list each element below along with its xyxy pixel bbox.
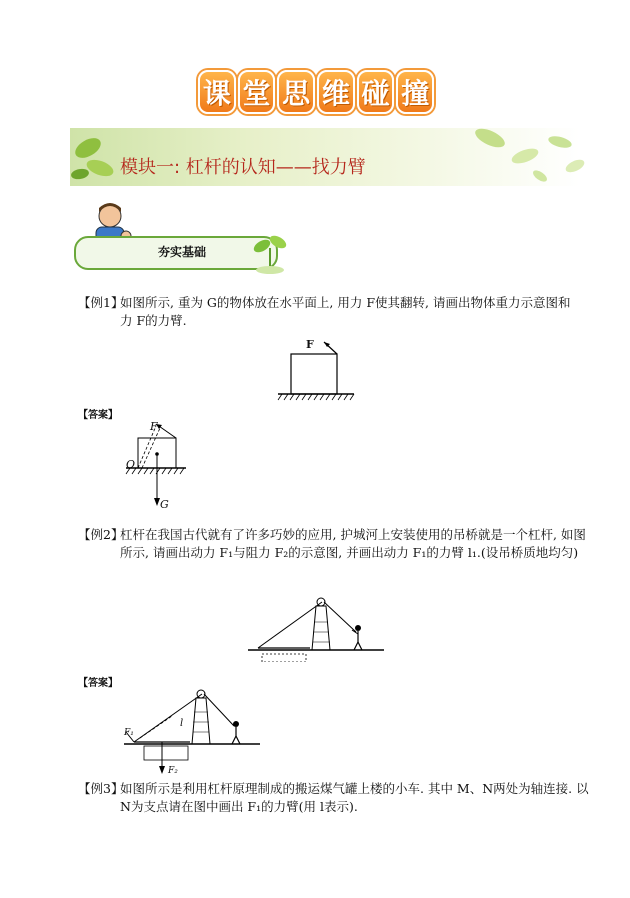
ans1-label-O: O xyxy=(126,458,136,471)
example2-drawbridge-figure xyxy=(246,592,386,662)
ans1-label-G: G xyxy=(160,498,169,511)
example3-line1: 如图所示是利用杠杆原理制成的搬运煤气罐上楼的小车. 其中 M、N两处为轴连接. 以 xyxy=(120,781,589,796)
banner-char: 思 xyxy=(277,70,315,114)
sprout-icon xyxy=(250,228,290,274)
example3-line2: N为支点请在图中画出 F₁的力臂(用 l表示). xyxy=(120,799,358,814)
ans1-label-F: F xyxy=(150,420,158,433)
example1-line2: 力 F的力臂. xyxy=(120,313,187,328)
banner-char: 撞 xyxy=(396,70,434,114)
example1-tag: 【例1】 xyxy=(78,295,124,310)
ans2-label-l: l xyxy=(180,718,184,729)
lesson-banner xyxy=(198,70,434,112)
section-title: 夯实基础 xyxy=(158,245,207,259)
module-title: 模块一: 杠杆的认知——找力臂 xyxy=(120,157,366,178)
example2-answer-figure xyxy=(122,686,262,778)
example1-line1: 如图所示, 重为 G的物体放在水平面上, 用力 F使其翻转, 请画出物体重力示意图和 xyxy=(120,295,571,310)
example2-tag: 【例2】 xyxy=(78,527,124,542)
example2-line2: 所示, 请画出动力 F₁与阻力 F₂的示意图, 并画出动力 F₁的力臂 l₁.(设吊桥质地均匀) xyxy=(120,545,579,560)
example3-tag: 【例3】 xyxy=(78,781,124,796)
ans2-label-F2: F₂ xyxy=(168,766,178,776)
banner-char: 碰 xyxy=(357,70,395,114)
example1-answer-tag: 【答案】 xyxy=(78,410,118,421)
fig1-label-F: F xyxy=(306,338,314,351)
banner-char: 堂 xyxy=(238,70,276,114)
ans2-label-F1: F₁ xyxy=(124,728,134,738)
example1-figure xyxy=(276,334,360,406)
example2-answer-tag: 【答案】 xyxy=(78,678,118,689)
banner-char: 维 xyxy=(317,70,355,114)
example2-line1: 杠杆在我国古代就有了许多巧妙的应用, 护城河上安装使用的吊桥就是一个杠杆, 如图 xyxy=(120,527,586,542)
banner-char: 课 xyxy=(198,70,236,114)
